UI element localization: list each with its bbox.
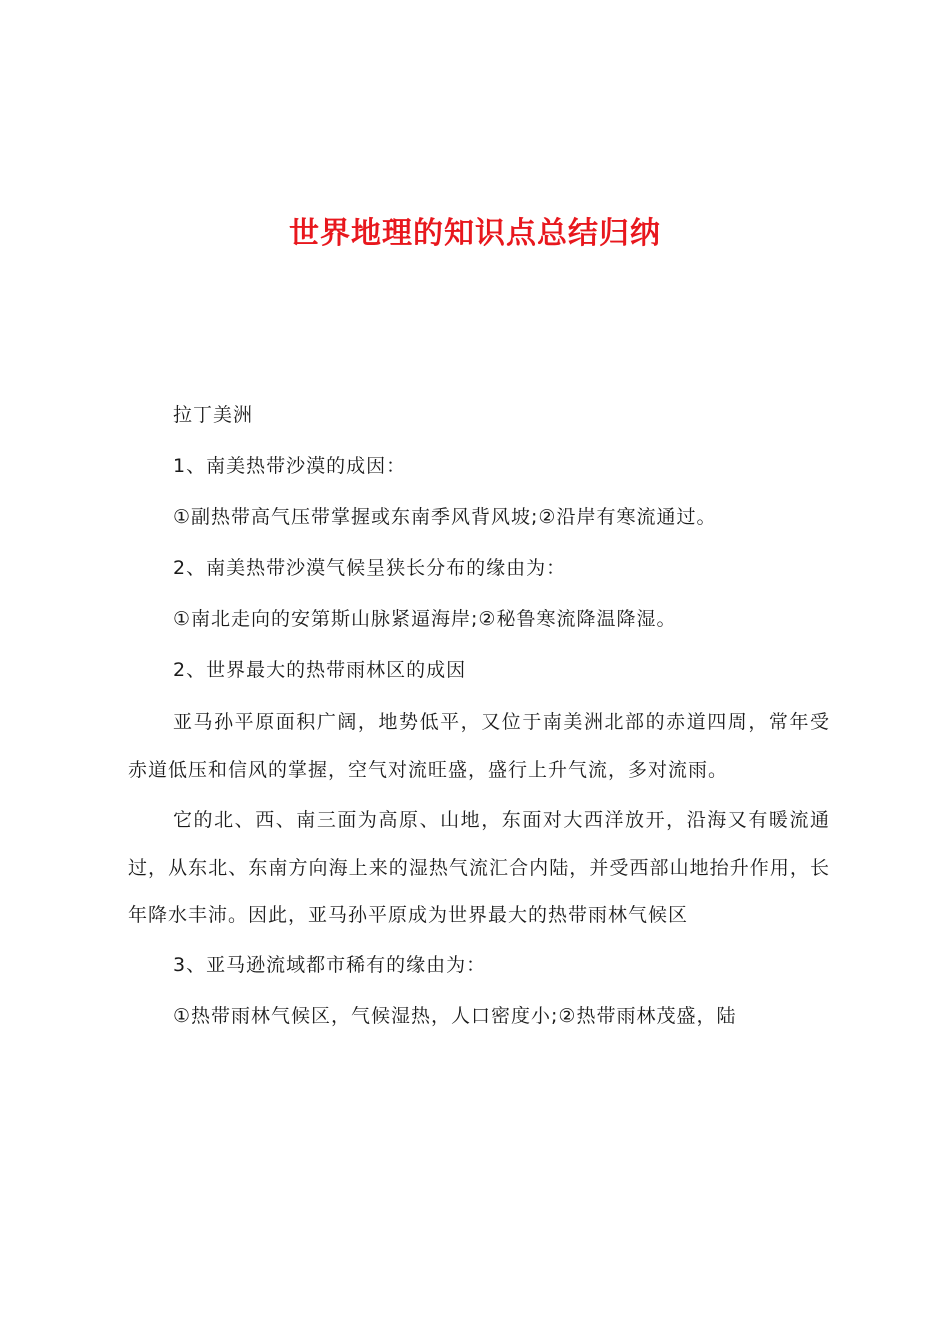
item-text-desert-distribution: ①南北走向的安第斯山脉紧逼海岸;②秘鲁寒流降温降湿。 [173,608,677,630]
paragraph-rainforest-2: 它的北、西、南三面为高原、山地，东面对大西洋放开，沿海又有暖流通过，从东北、东南方向海上来的湿热气流汇合内陆，并受西部山地抬升作用，长年降水丰沛。因此，亚马孙平原成为世界最大的热带雨林气候区 [128,809,830,926]
item-heading-amazon-cities: 3、亚马逊流域都市稀有的缘由为： [173,953,487,976]
section-heading-latin-america: 拉丁美洲 [173,404,254,426]
document-body [128,393,830,1045]
item-heading-desert-cause: 1、南美热带沙漠的成因： [173,455,407,477]
item-heading-rainforest: 2、世界最大的热带雨林区的成因 [173,659,467,681]
item-text-amazon-cities: ①热带雨林气候区，气候湿热，人口密度小;②热带雨林茂盛，陆 [173,1004,737,1027]
document-title: 世界地理的知识点总结归纳 [289,216,661,251]
item-heading-desert-distribution: 2、南美热带沙漠气候呈狭长分布的缘由为： [173,557,567,579]
paragraph-rainforest-1: 亚马孙平原面积广阔，地势低平，又位于南美洲北部的赤道四周，常年受赤道低压和信风的掌握，空气对流旺盛，盛行上升气流，多对流雨。 [128,711,830,781]
item-text-desert-cause: ①副热带高气压带掌握或东南季风背风坡;②沿岸有寒流通过。 [173,506,717,528]
